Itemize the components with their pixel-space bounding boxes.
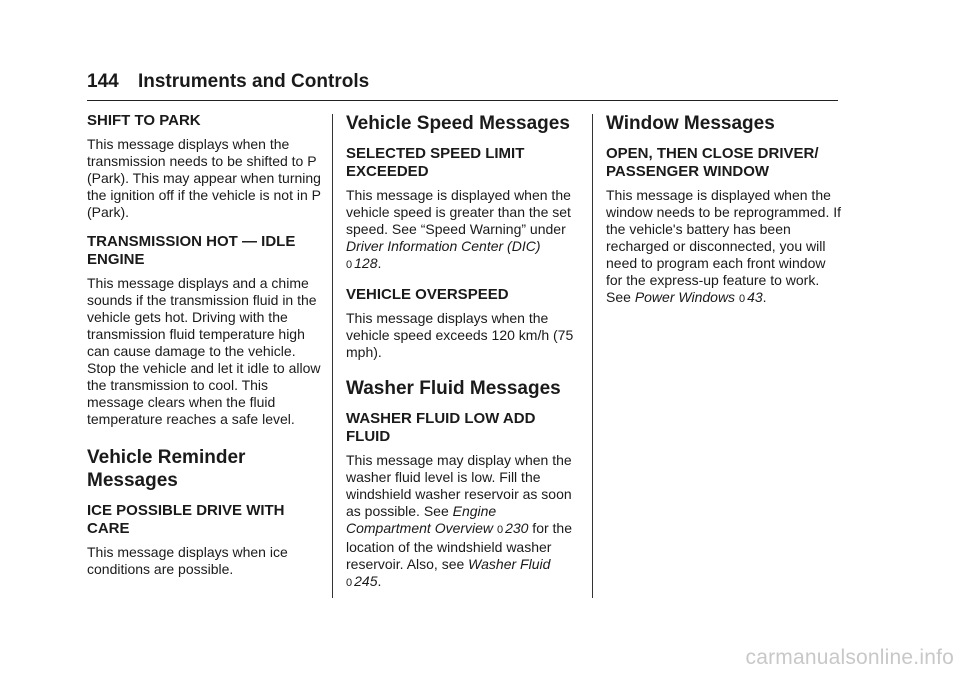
heading-shift-to-park: SHIFT TO PARK	[87, 112, 201, 129]
link-driver-information-center[interactable]: Driver Information Center (DIC)	[346, 238, 541, 254]
text-run: for the location of the windshield washer reservoir. Also, see	[346, 520, 573, 572]
text-open-close-window	[606, 187, 841, 308]
text-speed-limit-exceeded	[346, 187, 581, 274]
page-ref-number[interactable]: 245	[354, 573, 378, 589]
text-run: This message is displayed when the vehicle speed is greater than the set speed. See “Speed Warning” under	[346, 187, 571, 237]
heading-washer-fluid-low: WASHER FLUID LOW ADD FLUID	[346, 410, 536, 445]
heading-open-close-window: OPEN, THEN CLOSE DRIVER/ PASSENGER WINDOW	[606, 145, 819, 180]
page-header	[87, 72, 838, 101]
page-ref-icon: 0	[346, 259, 353, 271]
text-ice-possible: This message displays when ice conditions are possible.	[87, 544, 288, 577]
link-washer-fluid[interactable]: Washer Fluid	[468, 556, 551, 572]
text-run: This message is displayed when the window needs to be reprogrammed. If the vehicle's battery has been recharged or disconnected, you will need to program each front window for the express-up feature to work. See	[606, 187, 842, 305]
heading-transmission-hot: TRANSMISSION HOT — IDLE ENGINE	[87, 233, 296, 268]
heading-vehicle-overspeed: VEHICLE OVERSPEED	[346, 286, 509, 303]
column-divider	[332, 114, 333, 598]
text-transmission-hot: This message displays and a chime sounds if the transmission fluid in the vehicle gets hot. Driving with the transmission fluid temperature high can cause damage to the vehicle. Stop the vehicle and let it idle to allow the transmission to cool. This message clears when the fluid temperature reaches a safe level.	[87, 275, 321, 427]
page-ref-icon: 0	[496, 524, 504, 536]
text-vehicle-overspeed: This message displays when the vehicle speed exceeds 120 km/h (75 mph).	[346, 310, 574, 360]
column-middle	[346, 112, 581, 604]
section-title: Instruments and Controls	[137, 71, 370, 92]
link-engine-compartment-overview[interactable]: Engine Compartment Overview	[346, 503, 497, 536]
page-ref-number[interactable]: 230	[505, 520, 529, 536]
text-run: .	[762, 289, 767, 305]
section-vehicle-speed-messages: Vehicle Speed Messages	[346, 113, 570, 134]
page-ref-number[interactable]: 43	[747, 289, 763, 305]
column-right	[606, 112, 841, 320]
section-washer-fluid-messages: Washer Fluid Messages	[346, 378, 561, 399]
text-run: .	[377, 255, 382, 271]
page-ref-icon: 0	[346, 577, 353, 589]
text-washer-fluid-low	[346, 452, 581, 592]
column-left	[87, 112, 322, 590]
page-ref-icon: 0	[738, 293, 746, 305]
heading-ice-possible: ICE POSSIBLE DRIVE WITH CARE	[87, 502, 285, 537]
text-run: .	[377, 573, 382, 589]
section-vehicle-reminder-messages: Vehicle Reminder Messages	[87, 447, 246, 491]
watermark: carmanualsonline.info	[745, 646, 954, 669]
text-run: This message may display when the washer fluid level is low. Fill the windshield washer reservoir as soon as possible. See	[346, 452, 572, 519]
page-number: 144	[87, 71, 119, 92]
page-ref-number[interactable]: 128	[354, 255, 378, 271]
heading-speed-limit-exceeded: SELECTED SPEED LIMIT EXCEEDED	[346, 145, 525, 180]
column-divider	[592, 114, 593, 598]
text-shift-to-park: This message displays when the transmission needs to be shifted to P (Park). This may appear when turning the ignition off if the vehicle is not in P (Park).	[87, 136, 321, 220]
link-power-windows[interactable]: Power Windows	[634, 289, 736, 305]
section-window-messages: Window Messages	[606, 113, 775, 134]
